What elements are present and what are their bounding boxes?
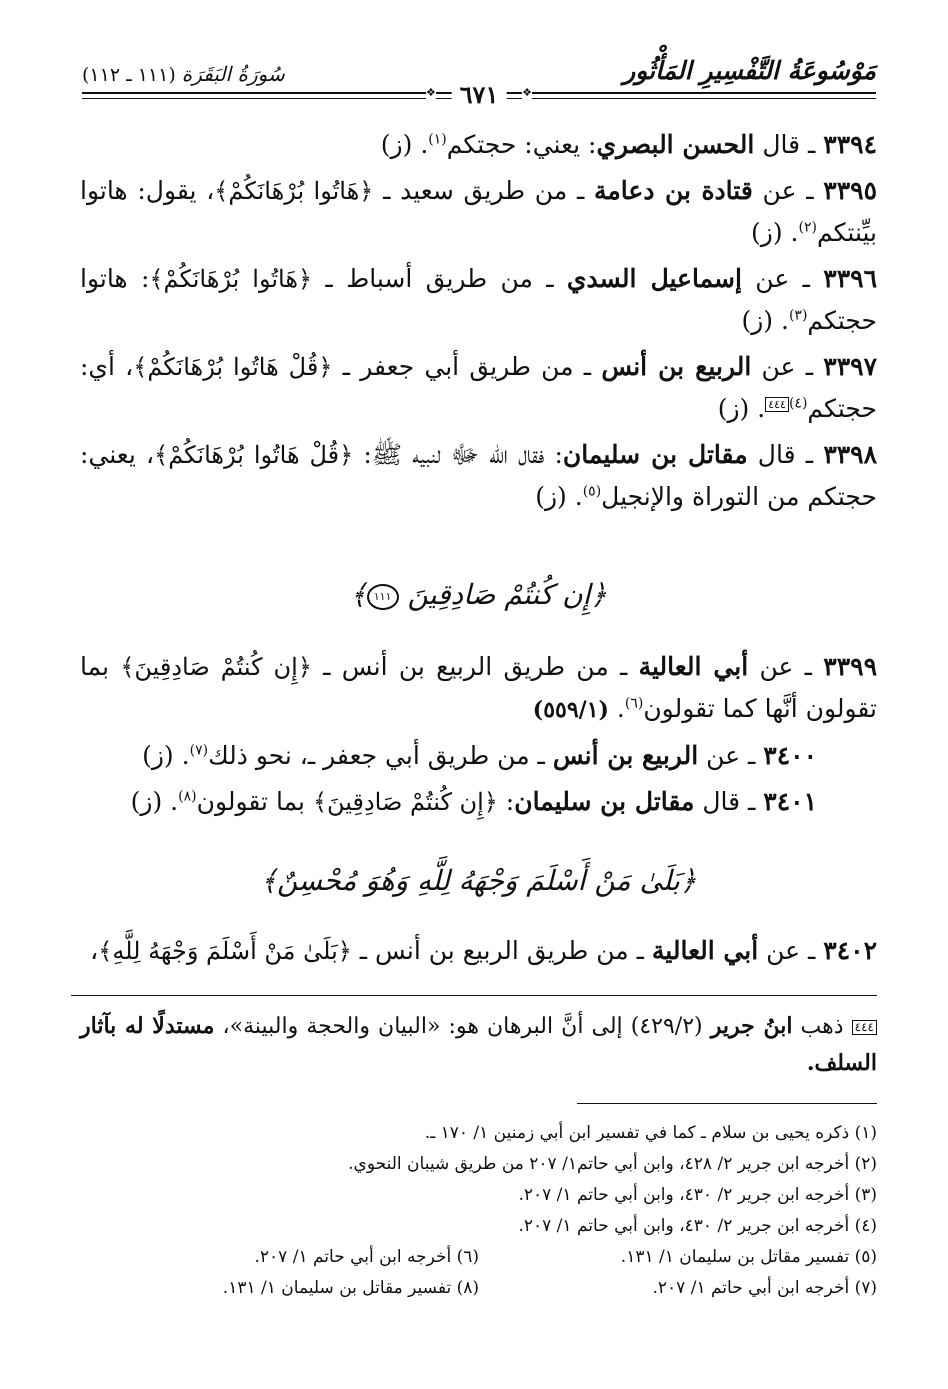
narrator-name: الربيع بن أنس xyxy=(601,352,752,381)
footnote-3: (٣) أخرجه ابن جرير ٢/ ٤٣٠، وابن أبي حاتم ١/ ٢٠٧. xyxy=(518,1185,877,1205)
narration-3399 xyxy=(80,646,877,731)
narration-text: ـ من طريق أسباط ـ xyxy=(312,264,567,293)
narration-text: : يعني: حجتكم xyxy=(446,130,597,159)
narrator-name: الربيع بن أنس xyxy=(552,741,699,770)
footnote-ref: (٨) xyxy=(178,788,197,805)
narration-text: ـ عن xyxy=(758,936,816,965)
footnote-ref: (٥) xyxy=(582,483,602,500)
quran-quote: ﴿هَاتُوا بُرْهَانَكُمْ﴾ xyxy=(214,177,374,205)
narration-text: . (ز) xyxy=(717,394,766,423)
footnote-5: (٥) تفسير مقاتل بن سليمان ١/ ١٣١. xyxy=(620,1247,877,1267)
commentary-text: (٤٢٩/٢) إلى أنَّ البرهان هو: «البيان والحجة والبينة»، xyxy=(214,1014,711,1039)
narration-text: ، يقول: هاتوا بيِّنتكم xyxy=(80,176,877,247)
page-body-2 xyxy=(80,646,877,827)
narration-number: ٣٣٩٧ xyxy=(823,352,878,381)
footnote-6: (٦) أخرجه ابن أبي حاتم ١/ ٢٠٧. xyxy=(254,1247,479,1267)
narration-number: ٣٣٩٥ xyxy=(823,176,878,205)
narration-text: ، xyxy=(90,936,99,965)
surah-name: سُورَةُ البَقَرَة xyxy=(181,62,285,86)
quran-quote: ﴿إِن كُنتُمْ صَادِقِينَ﴾ xyxy=(120,653,312,681)
narration-3398 xyxy=(80,434,877,518)
narrator-name: قتادة بن دعامة xyxy=(594,176,753,205)
narration-text: بما تقولون أنَّها كما تقولون xyxy=(80,652,877,723)
commentary-tag[interactable]: ٤٤٤ xyxy=(852,1020,877,1035)
narration-text: ، يعني: حجتكم من التوراة والإنجيل xyxy=(80,440,877,511)
footnotes xyxy=(80,1118,877,1304)
footnote-separator xyxy=(577,1103,877,1104)
verse-bracket: ﴾ xyxy=(350,578,367,611)
narration-text: ـ عن xyxy=(751,352,814,381)
narration-text: : هاتوا حجتكم xyxy=(80,264,877,335)
footnote-4: (٤) أخرجه ابن جرير ٢/ ٤٣٠، وابن أبي حاتم ١/ ٢٠٧. xyxy=(518,1216,877,1236)
narration-text: : xyxy=(497,787,515,816)
narration-text: ، أي: حجتكم xyxy=(80,352,877,423)
verse-heading-112 xyxy=(80,864,877,897)
narration-text: . (ز) xyxy=(535,482,583,511)
narration-text: . xyxy=(608,694,625,723)
narration-text: ـ من طريق سعيد ـ xyxy=(373,176,595,205)
ornament-icon: ❖ xyxy=(426,86,436,99)
narration-text: . (ز) xyxy=(142,741,190,770)
commentary-tag[interactable]: ٤٤٤ xyxy=(765,397,789,412)
ornament-icon: ❖ xyxy=(522,86,532,99)
narration-text: بما تقولون xyxy=(196,787,313,816)
page-body xyxy=(80,124,877,522)
narrator-name: أبي العالية xyxy=(638,652,749,681)
footnote-8: (٨) تفسير مقاتل بن سليمان ١/ ١٣١. xyxy=(222,1278,479,1298)
footnote-ref: (٣) xyxy=(788,307,808,324)
footnote-ref: (٧) xyxy=(189,742,209,759)
page-number: ٦٧١ xyxy=(452,80,507,109)
quran-quote: ﴿قُلْ هَاتُوا بُرْهَانَكُمْ﴾ xyxy=(154,441,354,469)
narration-text: : فقال الله ﷻ لنبيه ﷺ: xyxy=(353,440,563,469)
footnote-row xyxy=(80,1273,877,1304)
footnote-7: (٧) أخرجه ابن أبي حاتم ١/ ٢٠٧. xyxy=(652,1278,877,1298)
narration-3396 xyxy=(80,258,877,342)
commentary-text: ذهب xyxy=(792,1014,852,1039)
narration-text: . (ز) xyxy=(130,787,179,816)
narrator-name: مقاتل بن سليمان xyxy=(562,440,748,469)
footnote-ref: (١) xyxy=(428,131,447,148)
ayah-number-icon: ١١١ xyxy=(367,584,399,610)
narration-number: ٣٤٠٠ xyxy=(763,741,817,770)
narration-text: . (ز) xyxy=(380,130,429,159)
narration-text: ـ من طريق الربيع بن أنس ـ xyxy=(351,936,652,965)
narration-number: ٣٣٩٨ xyxy=(823,440,878,469)
footnote-row xyxy=(80,1242,877,1273)
page-header xyxy=(82,52,876,109)
verse-heading-111 xyxy=(80,578,877,611)
narration-3397 xyxy=(80,346,877,430)
footnote-ref: (٢) xyxy=(798,219,817,236)
verse-text: ﴿إِن كُنتُمْ صَادِقِينَ xyxy=(407,578,607,611)
quran-quote: ﴿هَاتُوا بُرْهَانَكُمْ﴾ xyxy=(149,265,313,293)
volume-reference: (٥٥٩/١) xyxy=(532,697,609,723)
surah-header xyxy=(82,62,285,86)
narrator-name: إسماعيل السدي xyxy=(566,264,742,293)
narration-number: ٣٣٩٩ xyxy=(823,652,877,681)
narration-text: ـ من طريق أبي جعفر ـ، نحو ذلك xyxy=(208,741,553,770)
book-title: مَوْسُوعَةُ التَّفْسِيرِ المَأْثُور xyxy=(623,56,876,85)
narration-number: ٣٤٠١ xyxy=(763,787,817,816)
narration-3402 xyxy=(80,930,877,972)
verse-text: ﴿بَلَىٰ مَنْ أَسْلَمَ وَجْهَهُ لِلَّهِ وَهُوَ مُحْسِنٌ﴾ xyxy=(260,864,697,897)
narrator-name: الحسن البصري xyxy=(596,130,755,159)
page-body-3 xyxy=(80,930,877,976)
commentary-conclusion: مستدلًا له بآثار السلف. xyxy=(80,1013,877,1076)
scholar-name: ابنُ جرير xyxy=(710,1013,793,1039)
narration-number: ٣٣٩٤ xyxy=(823,130,877,159)
commentary-block xyxy=(80,1008,877,1082)
narration-text: ـ من طريق الربيع بن أنس ـ xyxy=(311,652,639,681)
quran-quote: ﴿إِن كُنتُمْ صَادِقِينَ﴾ xyxy=(312,788,498,816)
narration-text: ـ عن xyxy=(748,652,812,681)
quran-quote: ﴿بَلَىٰ مَنْ أَسْلَمَ وَجْهَهُ لِلَّهِ﴾ xyxy=(98,937,352,965)
narration-text: ـ قال xyxy=(747,440,814,469)
narration-3400 xyxy=(80,735,877,777)
narration-3395 xyxy=(80,170,877,254)
narration-text: ـ قال xyxy=(754,130,816,159)
narration-number: ٣٣٩٦ xyxy=(823,264,878,293)
narration-text: ـ من طريق أبي جعفر ـ xyxy=(332,352,602,381)
narration-text: ـ قال xyxy=(694,787,756,816)
commentary-separator xyxy=(71,995,877,996)
verse-range: (١١١ ـ ١١٢) xyxy=(82,64,176,86)
narration-text: ـ عن xyxy=(698,741,756,770)
narrator-name: أبي العالية xyxy=(651,936,759,965)
footnote-ref: (٦) xyxy=(624,695,644,712)
narration-text: . (ز) xyxy=(751,218,799,247)
quran-quote: ﴿قُلْ هَاتُوا بُرْهَانَكُمْ﴾ xyxy=(133,353,333,381)
narration-3394 xyxy=(80,124,877,166)
footnote-ref: (٤) xyxy=(788,395,808,412)
footnote-2: (٢) أخرجه ابن جرير ٢/ ٤٢٨، وابن أبي حاتم١/ ٢٠٧ من طريق شيبان النحوي. xyxy=(348,1154,877,1174)
footnote-1: (١) ذكره يحيى بن سلام ـ كما في تفسير ابن أبي زمنين ١/ ١٧٠ ـ. xyxy=(424,1123,877,1143)
narration-text: . (ز) xyxy=(741,306,789,335)
narration-text: ـ عن xyxy=(741,264,810,293)
narration-3401 xyxy=(80,781,877,823)
narration-text: ـ عن xyxy=(752,176,814,205)
narrator-name: مقاتل بن سليمان xyxy=(514,787,695,816)
narration-number: ٣٤٠٢ xyxy=(823,936,877,965)
